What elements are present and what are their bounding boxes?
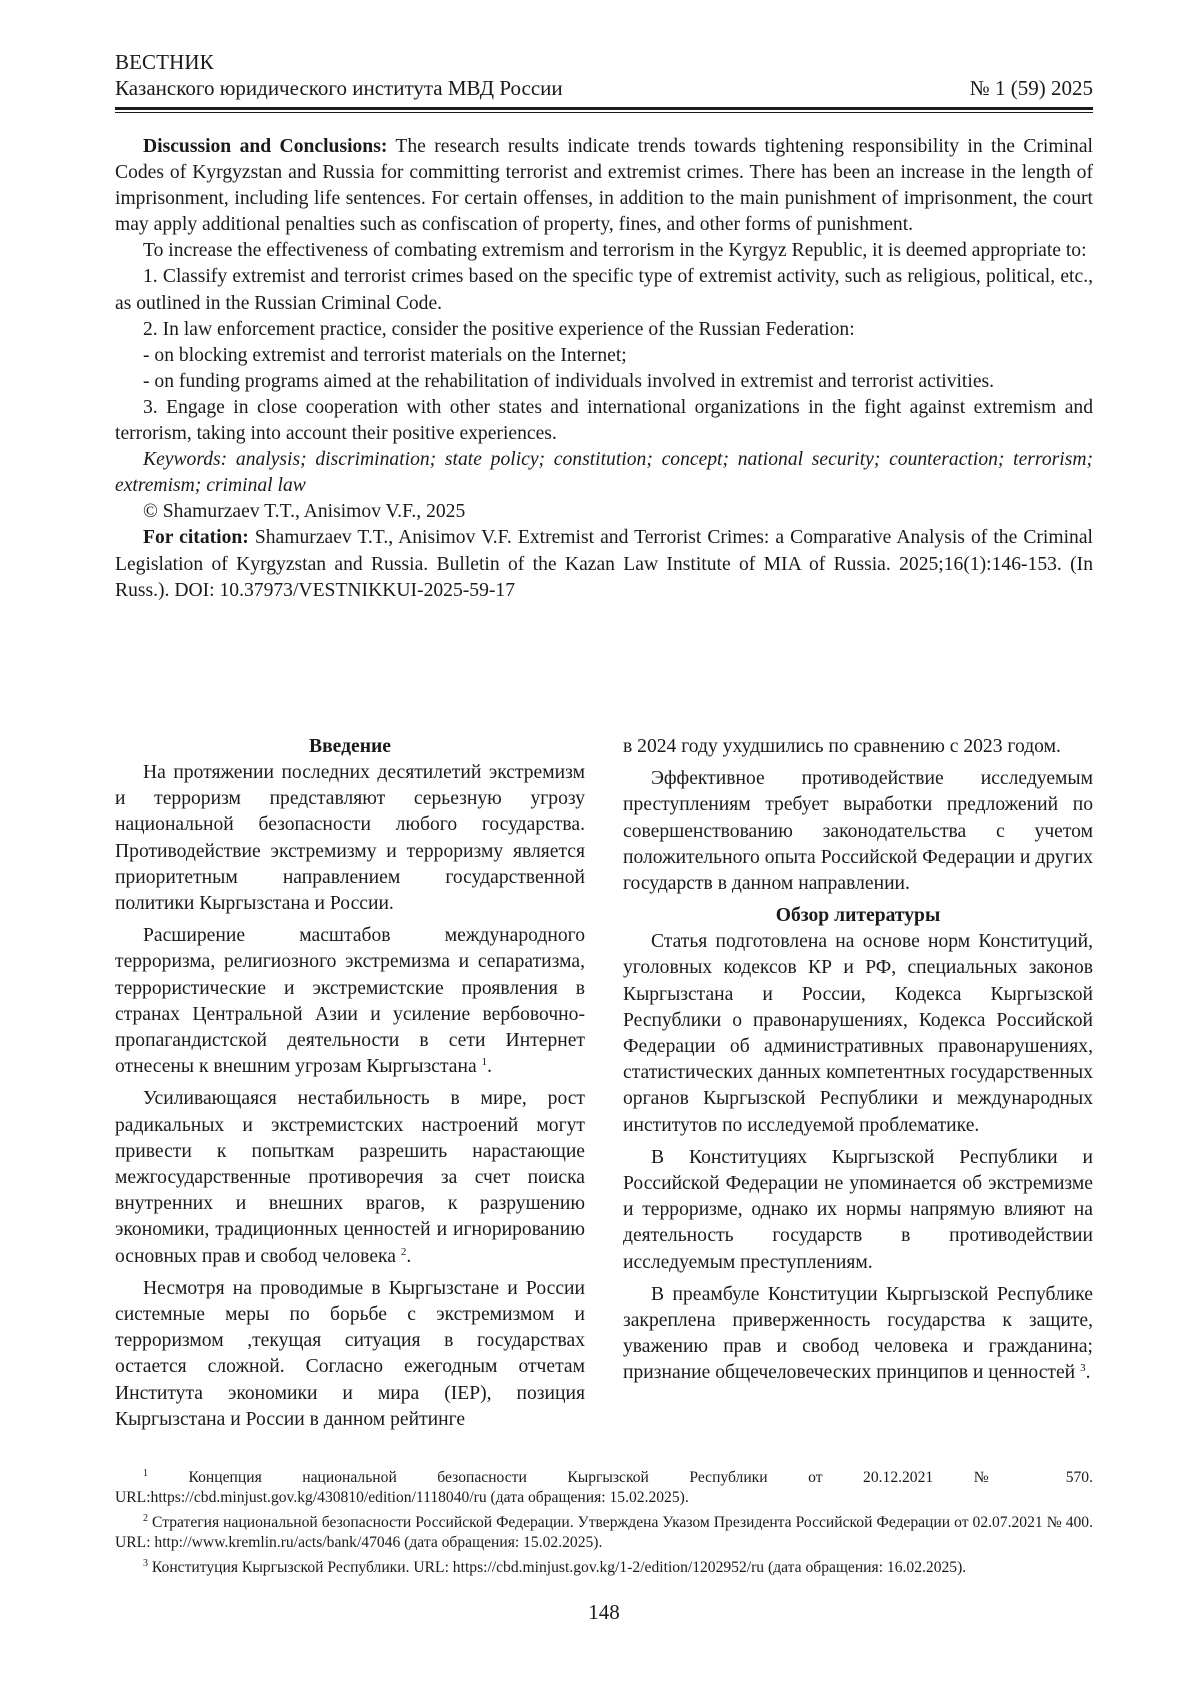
right-column [623,734,1093,1393]
english-abstract [115,134,1093,604]
page-number: 148 [588,1600,620,1624]
body-paragraph [115,923,585,1080]
punct: . [1085,1362,1091,1384]
footnote-ref[interactable]: 1 [481,1056,488,1069]
discussion-text: The research results indicate trends towards tightening responsibility in the Criminal Codes of Kyrgyzstan and Russia for committing terrorist and extremist crimes. There has been an increase in the length of imprisonment, including life sentences. For certain offenses, in addition to the main punishment of imprisonment, the court may apply additional penalties such as confiscation of property, fines, and other forms of punishment. [115,136,1093,236]
header-rule-thick [115,107,1093,110]
keywords: Keywords: analysis; discrimination; state policy; constitution; concept; national security; counteraction; terrorism; extremism; criminal law [115,449,1093,497]
citation-paragraph [115,525,1093,603]
body-paragraph: В Конституциях Кыргызской Республики и Российской Федерации не упоминается об экстремизме и терроризме, однако их нормы напрямую влияют на деятельность государств в противодействии исследуемым преступлениям. [623,1146,1093,1273]
section-heading-introduction: Введение [309,736,391,757]
footnote [115,1468,1093,1507]
footnote [115,1513,1093,1552]
citation-text: Shamurzaev T.T., Anisimov V.F. Extremist and Terrorist Crimes: a Comparative Analysis of the Criminal Legislation of Kyrgyzstan and Russia. Bulletin of the Kazan Law Institute of MIA of Russia. 2025;16(1):146-153. (In Russ.). DOI: 10.37973/VESTNIKKUI-2025-59-17 [115,527,1093,601]
footnote [115,1558,1093,1578]
abstract-paragraph: - on blocking extremist and terrorist materials on the Internet; [143,344,627,366]
journal-title-row [115,76,1093,100]
abstract-paragraph: 3. Engage in close cooperation with other states and international organizations in the fight against extremism and terrorism, taking into account their positive experiences. [115,396,1093,445]
abstract-paragraph: 2. In law enforcement practice, consider the positive experience of the Russian Federation: [143,318,855,340]
abstract-paragraph: - on funding programs aimed at the rehabilitation of individuals involved in extremist and terrorist activities. [143,370,995,392]
footnote-ref[interactable]: 3 [1080,1362,1086,1375]
abstract-paragraph: To increase the effectiveness of combating extremism and terrorism in the Kyrgyz Republic, it is deemed appropriate to: [143,240,1087,262]
body-paragraph: Эффективное противодействие исследуемым преступлениям требует выработки предложений по совершенствованию законодательства с учетом положительного опыта Российской Федерации и других государств в данном направлении. [623,768,1093,895]
left-column [115,734,585,1439]
footnote-number: 2 [143,1513,148,1524]
citation-label: For citation: [143,527,249,549]
journal-title-line2: Казанского юридического института МВД России [115,76,563,100]
footnote-text: Концепция национальной безопасности Кыргызской Республики от 20.12.2021 № 570. URL:https://cbd.minjust.gov.kg/430810/edition/1118040/ru (дата обращения: 15.02.2025). [115,1469,1093,1506]
discussion-paragraph [115,134,1093,238]
body-paragraph: Статья подготовлена на основе норм Конституций, уголовных кодексов КР и РФ, специальных законов Кыргызстана и России, Кодекса Кыргызской Республики о правонарушениях, Кодекса Российской Федерации об административных правонарушениях, статистических данных компетентных государственных органов Кыргызской Республики и международных институтов по исследуемой проблематике. [623,931,1093,1136]
punct: . [487,1056,492,1078]
body-paragraph-continued: в 2024 году ухудшились по сравнению с 2023 годом. [623,736,1061,757]
punct: . [406,1245,412,1267]
copyright: © Shamurzaev T.T., Anisimov V.F., 2025 [143,501,466,523]
body-text: В преамбуле Конституции Кыргызской Республике закреплена приверженность государства к защите, уважению прав и свобод человека и гражданина; признание общечеловеческих принципов и ценностей [623,1283,1093,1384]
discussion-label: Discussion and Conclusions: [143,136,388,157]
issue-number: № 1 (59) 2025 [969,76,1093,100]
body-paragraph: На протяжении последних десятилетий экстремизм и терроризм представляют серьезную угрозу национальной безопасности любого государства. Противодействие экстремизму и терроризму является приоритетным направлением государственной политики Кыргызстана и России. [115,762,585,915]
footnote-number: 1 [143,1468,148,1479]
footnote-number: 3 [143,1558,148,1569]
abstract-paragraph: 1. Classify extremist and terrorist crimes based on the specific type of extremist activity, such as religious, political, etc., as outlined in the Russian Criminal Code. [115,266,1093,314]
body-text: Усиливающаяся нестабильность в мире, рост радикальных и экстремистских настроений могут привести к попыткам разрешить нарастающие межгосударственные противоречия за счет поиска внутренних и внешних врагов, к разрушению экономики, традиционных ценностей и игнорированию основных прав и свобод человека [115,1088,585,1267]
footnote-text: Стратегия национальной безопасности Российской Федерации. Утверждена Указом Президента Российской Федерации от 02.07.2021 № 400. URL: http://www.kremlin.ru/acts/bank/47046 (дата обращения: 15.02.2025). [115,1514,1093,1551]
body-paragraph: Несмотря на проводимые в Кыргызстане и России системные меры по борьбе с экстремизмом и терроризмом ,текущая ситуация в государствах остается сложной. Согласно ежегодным отчетам Института экономики и мира (IEP), позиция Кыргызстана и России в данном рейтинге [115,1277,585,1430]
running-header [115,50,1093,100]
body-paragraph [115,1086,585,1269]
footnote-ref[interactable]: 2 [400,1245,407,1258]
journal-title-line1: ВЕСТНИК [115,50,214,74]
section-heading-literature-review: Обзор литературы [775,905,941,927]
body-paragraph [623,1282,1093,1387]
body-text: Расширение масштабов международного терроризма, религиозного экстремизма и сепаратизма, террористические и экстремистские проявления в странах Центральной Азии и усиление вербовочно-пропагандистской деятельности в сети Интернет отнесены к внешним угрозам Кыргызстана [115,925,585,1078]
footnotes [115,1468,1093,1584]
footnote-text: Конституция Кыргызской Республики. URL: https://cbd.minjust.gov.kg/1-2/edition/1202952/ru (дата обращения: 16.02.2025). [148,1559,967,1576]
header-rule-thin [115,112,1093,113]
